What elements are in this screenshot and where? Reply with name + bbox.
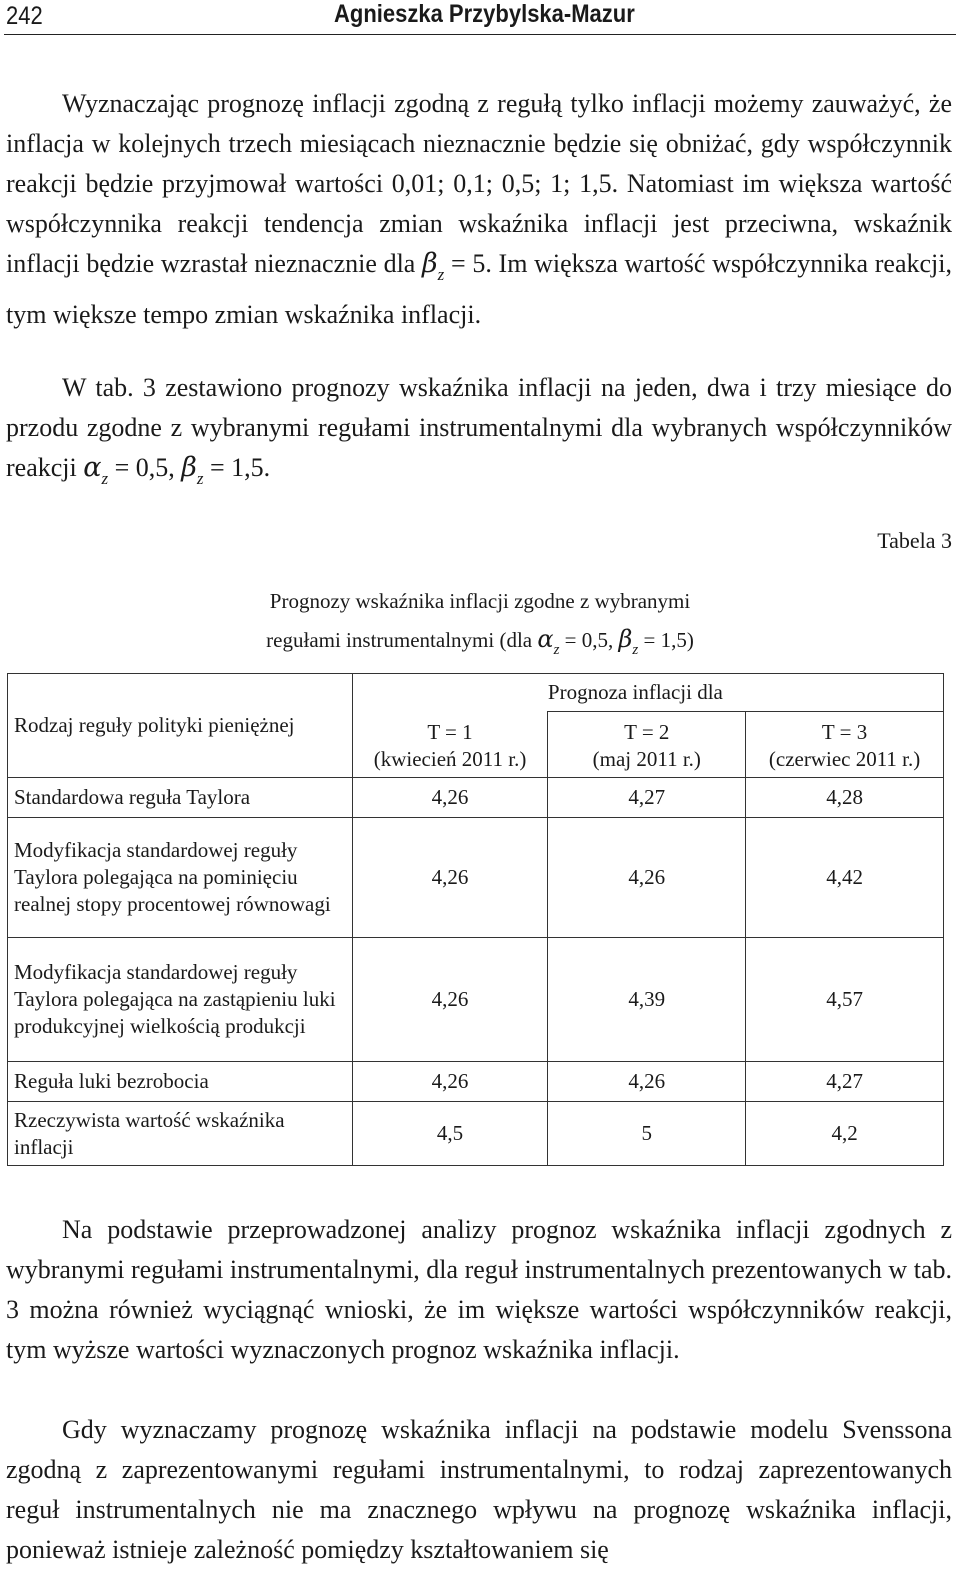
value-t3: 4,27 (746, 1062, 944, 1102)
alpha-symbol: α (83, 452, 102, 483)
column-header-t1 (352, 712, 548, 778)
value-t2: 4,26 (548, 1062, 746, 1102)
value-t1: 4,26 (352, 778, 548, 818)
row-header-cell: Rodzaj reguły polityki pieniężnej (8, 674, 353, 778)
column-header-t2-label: T = 2 (624, 720, 670, 744)
alpha-subscript: z (101, 469, 109, 488)
beta-symbol: β (422, 248, 438, 279)
table-label: Tabela 3 (877, 528, 952, 553)
table-row (8, 1062, 944, 1102)
beta-value: = 1,5) (643, 628, 694, 652)
value-t1: 4,26 (352, 1062, 548, 1102)
beta-subscript: z (437, 265, 445, 284)
beta-symbol: β (181, 452, 197, 483)
paragraph-1-text-end: = 5. Im większa wartość współczynnika reakcji, tym większe tempo zmian wskaźnika inflacji. (6, 249, 952, 329)
page-number: 242 (6, 2, 43, 30)
column-header-t1-label: T = 1 (427, 720, 473, 744)
alpha-symbol: α (537, 625, 554, 653)
table-header-row (8, 674, 944, 712)
rule-name: Rzeczywista wartość wskaźnika inflacji (8, 1102, 353, 1166)
column-header-t3 (746, 712, 944, 778)
rule-name: Reguła luki bezrobocia (8, 1062, 353, 1102)
paragraph-1-text: Wyznaczając prognozę inflacji zgodną z regułą tylko inflacji możemy zauważyć, że inflacja w kolejnych trzech miesiącach nieznacznie będzie się obniżać, gdy współczynnik reakcji będzie przyjmował wartości 0,01; 0,1; 0,5; 1; 1,5. Natomiast im większa wartość współczynnika reakcji tendencja zmian wskaźnika inflacji jest przeciwna, wskaźnik inflacji będzie wzrastał nieznacznie dla (6, 89, 952, 278)
group-header-spacer (352, 674, 548, 712)
rule-name: Modyfikacja standardowej reguły Taylora polegająca na pominięciu realnej stopy procentowej równowagi (8, 818, 353, 938)
paragraph-1 (6, 84, 952, 335)
table-row (8, 778, 944, 818)
rule-name: Standardowa reguła Taylora (8, 778, 353, 818)
value-t2: 5 (548, 1102, 746, 1166)
table-caption (0, 582, 960, 669)
column-header-t1-month: (kwiecień 2011 r.) (373, 747, 527, 771)
group-header: Prognoza inflacji dla (548, 674, 944, 712)
page-header (4, 0, 956, 35)
value-t2: 4,26 (548, 818, 746, 938)
alpha-subscript: z (553, 642, 560, 658)
alpha-value: = 0,5, (564, 628, 614, 652)
paragraph-2 (6, 368, 952, 499)
running-head-author: Agnieszka Przybylska-Mazur (334, 0, 635, 28)
column-header-t3-month: (czerwiec 2011 r.) (768, 747, 921, 771)
table-row (8, 1102, 944, 1166)
table-row (8, 938, 944, 1062)
value-t2: 4,27 (548, 778, 746, 818)
paragraph-3-text: Na podstawie przeprowadzonej analizy prognoz wskaźnika inflacji zgodnych z wybranymi regułami instrumentalnymi, dla reguł instrumentalnych prezentowanych w tab. 3 można również wyciągnąć wnioski, że im większe wartości współczynników reakcji, tym wyższe wartości wyznaczonych prognoz wskaźnika inflacji. (6, 1215, 952, 1364)
value-t3: 4,2 (746, 1102, 944, 1166)
table-caption-line-1: Prognozy wskaźnika inflacji zgodne z wybranymi (269, 589, 691, 613)
paragraph-4-text: Gdy wyznaczamy prognozę wskaźnika inflacji na podstawie modelu Svenssona zgodną z zaprezentowanymi regułami instrumentalnymi, to rodzaj zaprezentowanych reguł instrumentalnych nie ma znacznego wpływu na prognozę wskaźnika inflacji, ponieważ istnieje zależność pomiędzy kształtowaniem się (6, 1415, 952, 1564)
value-t2: 4,39 (548, 938, 746, 1062)
column-header-t2-month: (maj 2011 r.) (592, 747, 701, 771)
paragraph-4 (6, 1410, 952, 1570)
rule-name: Modyfikacja standardowej reguły Taylora polegająca na zastąpieniu luki produkcyjnej wielkością produkcji (8, 938, 353, 1062)
beta-value: = 1,5. (210, 453, 271, 482)
caption-text: regułami instrumentalnymi (dla (266, 628, 533, 652)
value-t3: 4,57 (746, 938, 944, 1062)
table-caption-line-2 (0, 620, 960, 669)
beta-subscript: z (196, 469, 204, 488)
paragraph-2-text: W tab. 3 zestawiono prognozy wskaźnika inflacji na jeden, dwa i trzy miesiące do przodu zgodne z wybranymi regułami instrumentalnymi dla wybranych współczynników reakcji (6, 373, 952, 482)
value-t1: 4,26 (352, 818, 548, 938)
column-header-t2 (548, 712, 746, 778)
beta-symbol: β (618, 625, 633, 653)
forecast-table (7, 673, 944, 1166)
value-t3: 4,42 (746, 818, 944, 938)
table-row (8, 818, 944, 938)
value-t1: 4,5 (352, 1102, 548, 1166)
column-header-t3-label: T = 3 (821, 720, 868, 744)
alpha-value: = 0,5, (114, 453, 175, 482)
paragraph-3 (6, 1210, 952, 1370)
value-t1: 4,26 (352, 938, 548, 1062)
value-t3: 4,28 (746, 778, 944, 818)
beta-subscript: z (632, 642, 639, 658)
